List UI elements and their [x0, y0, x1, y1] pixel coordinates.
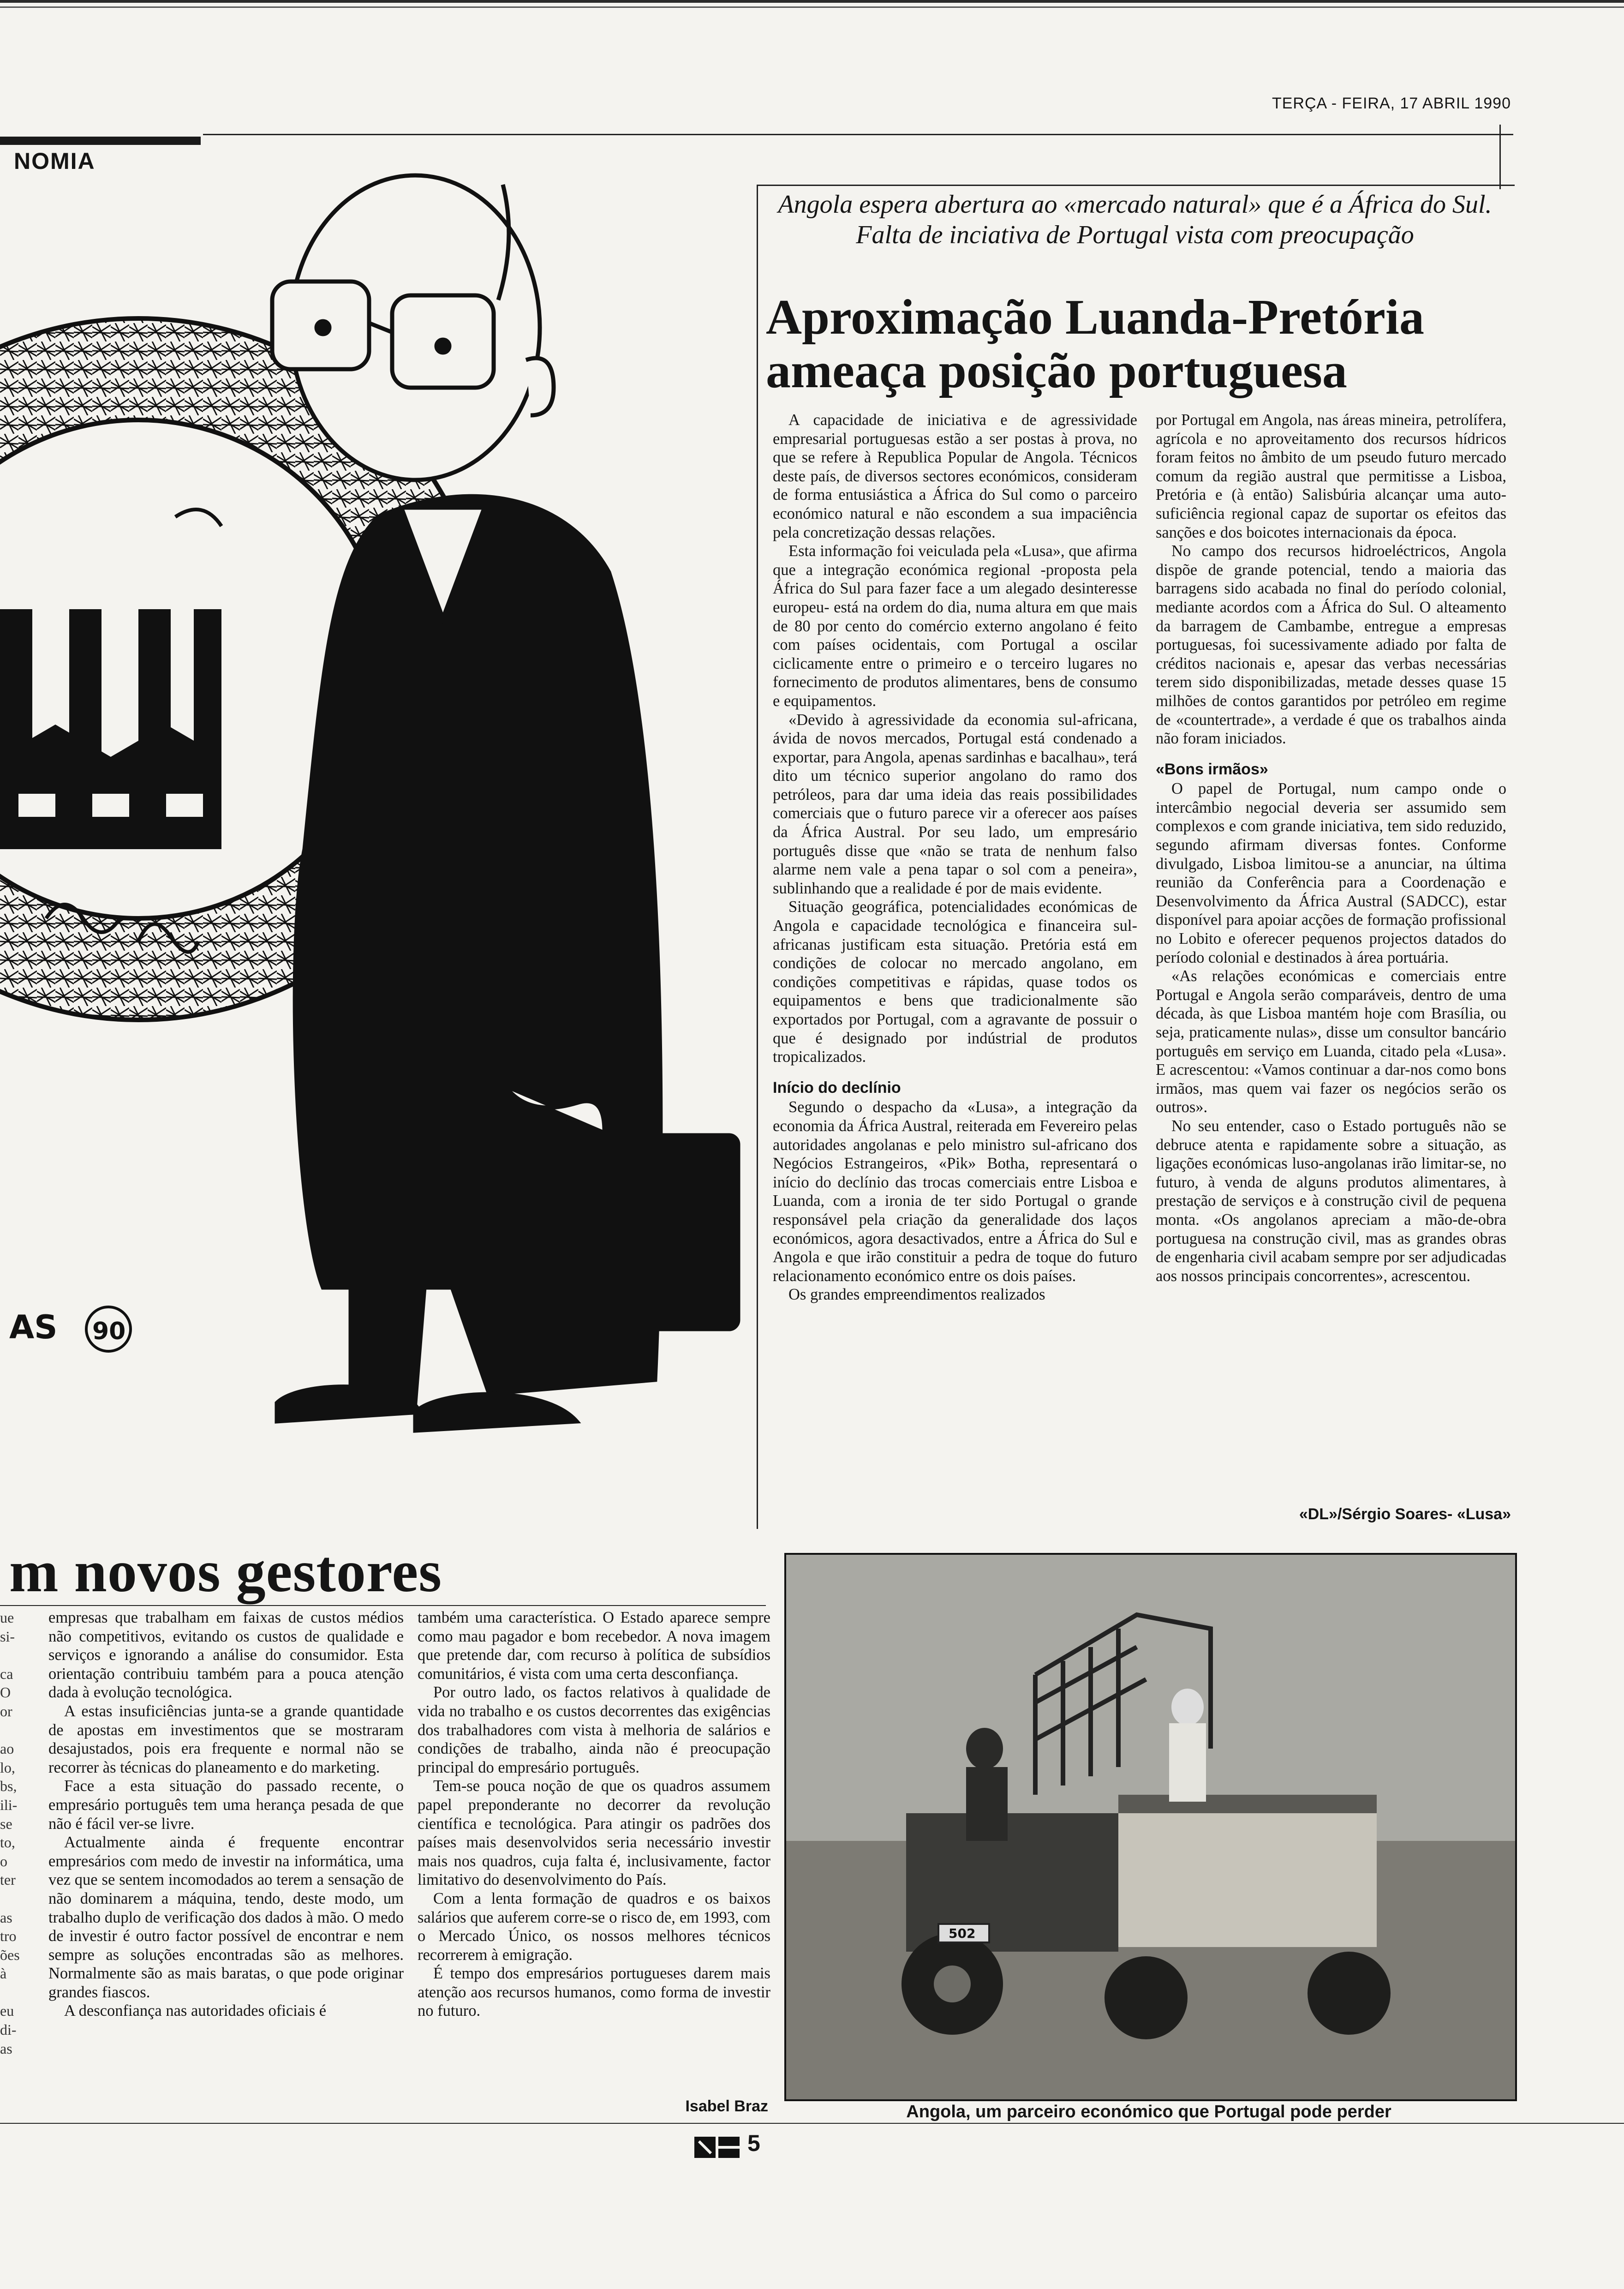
paragraph: A desconfiança nas autoridades oficiais é	[64, 2002, 327, 2020]
article-column-2	[1156, 411, 1506, 1468]
fragment: ue	[0, 1609, 14, 1626]
fragment: as	[0, 1909, 12, 1926]
fragment: si-	[0, 1628, 15, 1645]
lower-article-rule	[0, 1605, 766, 1606]
subheading: Início do declínio	[773, 1079, 901, 1097]
paragraph: A capacidade de iniciativa e de agressividade empresarial portuguesas estão a ser postas à prova, no que se refere à Republica Popular de Angola. Técnicos deste país, de diversos sectores económicos, consideram de forma entusiástica a África do Sul como o parceiro económico natural e não escondem a sua impaciência pela concretização dessas relações.	[773, 411, 1137, 541]
lower-article-headline: m novos gestores	[9, 1539, 442, 1604]
paragraph: No seu entender, caso o Estado português não se debruce atenta e rapidamente sobre a situação, as ligações económicas luso-angolanas irão limitar-se, no futuro, à venda de alguns produtos alimentares, à prestação de serviços e à construção civil de pequena monta. «Os angolanos apreciam a mão-de-obra portuguesa na construção civil, mas as grandes obras de engenharia civil acabam sempre por ser adjudicadas aos nossos principais concorrentes», acrescentou.	[1156, 1117, 1506, 1285]
lower-article-column-1	[48, 1608, 404, 2116]
fragment	[0, 1889, 37, 1908]
paragraph: O papel de Portugal, num campo onde o intercâmbio negocial deveria ser assumido sem complexos e com grande iniciativa, tem sido reduzido, segundo afirmam diversas fontes. Conforme divulgado, Lisboa limitou-se a anunciar, na última reunião da Conferência para a Coordenação e Desenvolvimento da África Austral (SADCC), estar disponível para apoiar acções de formação profissional no Lobito e oferecer pequenos projectos datados do período colonial e destinados à área portuária.	[1156, 780, 1506, 966]
svg-text:90: 90	[92, 1318, 126, 1345]
paragraph: É tempo dos empresários portugueses darem mais atenção aos recursos humanos, como forma de investir no futuro.	[418, 1965, 770, 2020]
fragment: lo,	[0, 1759, 15, 1776]
fragment: di-	[0, 2021, 17, 2038]
footer-rule	[0, 2123, 1624, 2124]
section-label: NOMIA	[14, 148, 96, 174]
article-byline: «DL»/Sérgio Soares- «Lusa»	[1299, 1505, 1511, 1523]
top-border	[0, 0, 1624, 3]
issue-date: TERÇA - FEIRA, 17 ABRIL 1990	[1272, 95, 1511, 112]
svg-text:502: 502	[949, 1926, 976, 1941]
article-column-1	[773, 411, 1137, 1528]
paragraph: Com a lenta formação de quadros e os baixos salários que auferem corre-se o risco de, em 1993, com o Mercado Único, os nossos melhores técnicos recorrerem à emigração.	[418, 1889, 770, 1964]
businessman	[272, 175, 738, 1431]
fragment: or	[0, 1702, 12, 1720]
fragment: ter	[0, 1871, 16, 1888]
harvester-photo-drawing	[786, 1555, 1515, 2099]
fragment: O	[0, 1684, 11, 1701]
fragment	[0, 1646, 37, 1665]
fragment: à	[0, 1965, 7, 1982]
cartoon-signature	[9, 1307, 131, 1351]
fragment: se	[0, 1815, 12, 1832]
article-headline: Aproximação Luanda-Pretória ameaça posição portuguesa	[766, 290, 1424, 398]
header-rule-right	[1499, 125, 1501, 189]
fragment: ca	[0, 1665, 13, 1682]
paragraph: Segundo o despacho da «Lusa», a integração da economia da África Austral, reiterada em Fevereiro pelas autoridades angolanas e pelo ministro sul-africano dos Negócios Estrangeiros, «Pik» Botha, representará o início do declínio das trocas comerciais entre Lisboa e Luanda, com a ironia de ter sido Portugal o grande responsável pela criação da generalidade dos laços económicos, agora desactivados, entre a África do Sul e Angola e que irão constituir a pedra de toque do futuro relacionamento económico entre os dois países.	[773, 1098, 1137, 1285]
fragment	[0, 1721, 37, 1740]
paragraph: Tem-se pouca noção de que os quadros assumem papel preponderante no decorrer da revolução científica e tecnológica. Para atingir os padrões dos países mais desenvolvidos seria necessário investir mais nos quadros, cuja falta é, inclusivamente, factor limitativo do desenvolvimento do País.	[418, 1777, 770, 1889]
top-border-thin	[0, 6, 1624, 8]
fragment: ões	[0, 1946, 20, 1963]
paragraph: «As relações económicas e comerciais entre Portugal e Angola serão comparáveis, dentro de uma década, às que Lisboa mantém hoje com Brasília, ou seja, praticamente nulas», disse um consultor bancário português em serviço em Luanda, citado pela «Lusa». E acrescentou: «Vamos continuar a dar-nos como bons irmãos, mas quem vai fazer os negócios serão os outros».	[1156, 967, 1506, 1116]
header-rule	[203, 134, 1513, 135]
fragment: eu	[0, 2002, 14, 2019]
fragment: o	[0, 1852, 7, 1870]
article-kicker: Angola espera abertura ao «mercado natural» que é a África do Sul. Falta de inciativa de Portugal vista com preocupação	[778, 190, 1492, 249]
lower-article-column-2	[418, 1608, 770, 2097]
paragraph: por Portugal em Angola, nas áreas mineira, petrolífera, agrícola e no aproveitamento dos recursos hídricos foram feitos no âmbito de um pseudo futuro mercado comum da região austral que permitisse a Lisboa, Pretória e (à então) Salisbúria alcançar uma auto-suficiência regional capaz de suportar os efeitos das sanções e dos boicotes internacionais da época.	[1156, 411, 1506, 541]
svg-text:AS: AS	[9, 1308, 58, 1346]
paragraph: No campo dos recursos hidroeléctricos, Angola dispõe de grande potencial, tendo a maioria das barragens sido acabada no final do período colonial, mediante acordos com a África do Sul. O alteamento da barragem de Cambambe, entregue a empresas portuguesas, foi sucessivamente adiado por falta de créditos nacionais e, apesar das verbas necessárias terem sido disponibilizadas, metade desses quase 15 milhões de contos garantidos por petróleo em regime de «countertrade», a verdade é que os trabalhos ainda não foram iniciados.	[1156, 542, 1506, 748]
section-bar	[0, 137, 201, 145]
subheading: «Bons irmãos»	[1156, 760, 1268, 778]
paragraph: A estas insuficiências junta-se a grande quantidade de apostas em investimentos que se mostraram desajustados, pois era frequente e normal não se recorrer às técnicas do planeamento e do marketing.	[48, 1702, 404, 1776]
fragment: bs,	[0, 1778, 17, 1795]
photo-caption: Angola, um parceiro económico que Portugal pode perder	[906, 2102, 1391, 2121]
paragraph: também uma característica. O Estado aparece sempre como mau pagador e bom recebedor. A nova imagem que pretende dar, com recurso à política de subsídios comunitários, é vista com uma certa desconfiança.	[418, 1609, 770, 1683]
paragraph: Actualmente ainda é frequente encontrar empresários com medo de investir na informática, uma vez que se sentem incomodados ao terem a sensação de não dominarem a máquina, tendo, deste modo, um trabalho duplo de verificação dos dados à mão. O medo de investir é outro factor possível de encontrar e nem sempre as soluções encontradas são as melhores. Normalmente são as mais baratas, o que pode originar grandes fiascos.	[48, 1834, 404, 2001]
paragraph: Os grandes empreendimentos realizados	[788, 1286, 1045, 1304]
page-number: 5	[747, 2130, 760, 2156]
fragment: ili-	[0, 1796, 18, 1813]
paragraph: Por outro lado, os factos relativos à qualidade de vida no trabalho e os custos decorrentes das exigências dos trabalhadores com vista à melhoria de salários e condições de trabalho, ainda não é preocupação principal do empresário português.	[418, 1684, 770, 1776]
paragraph: Situação geográfica, potencialidades económicas de Angola e capacidade tecnológica e financeira sul-africanas justificam esta situação. Pretória está em condições de colocar no mercado angolano, em condições competitivas e rápidas, quase todos os equipamentos e bens que tradicionalmente são exportados por Portugal, com a agravante de possuir o que é designado por indústrial de produtos tropicalizados.	[773, 898, 1137, 1066]
lower-article-byline: Isabel Braz	[685, 2097, 768, 2115]
cartoon-illustration	[0, 157, 747, 1564]
harvester-photo	[784, 1553, 1517, 2101]
paragraph: «Devido à agressividade da economia sul-africana, ávida de novos mercados, Portugal está condenado a exportar, para Angola, apenas sardinhas e bacalhau», terá dito um técnico superior angolano do ramo dos petróleos, para dar uma ideia das reais possibilidades comerciais que o futuro parece vir a oferecer aos países da África Austral. Por seu lado, um empresário português disse que «não se trata de nenhum falso alarme nem vale a pena tapar o sol com a peneira», sublinhando que a realidade é por de mais evidente.	[773, 711, 1137, 897]
fragment: ao	[0, 1740, 14, 1757]
paragraph: empresas que trabalham em faixas de custos médios não competitivos, evitando os custos de qualidade e serviços e ignorando a análise do consumidor. Esta orientação contribuiu também para a pouca atenção dada à evolução tecnológica.	[48, 1609, 404, 1702]
fragment: to,	[0, 1834, 15, 1851]
cropped-column-fragments	[0, 1608, 37, 2116]
publication-logo	[694, 2137, 740, 2158]
fragment: as	[0, 2040, 12, 2057]
paragraph: Esta informação foi veiculada pela «Lusa», que afirma que a integração económica regional -proposta pela África do Sul para fazer face a um alegado desinteresse europeu- está na ordem do dia, numa altura em que mais de 80 por cento do comércio externo angolano é feito com países ocidentais, com Portugal a oscilar ciclicamente entre o primeiro e o terceiro lugares no fornecimento de produtos alimentares, bens de consumo e equipamentos.	[773, 542, 1137, 710]
fragment: tro	[0, 1928, 17, 1945]
paragraph: Face a esta situação do passado recente, o empresário português tem uma herança pesada de que não é fácil ver-se livre.	[48, 1777, 404, 1833]
fragment	[0, 1983, 37, 2002]
